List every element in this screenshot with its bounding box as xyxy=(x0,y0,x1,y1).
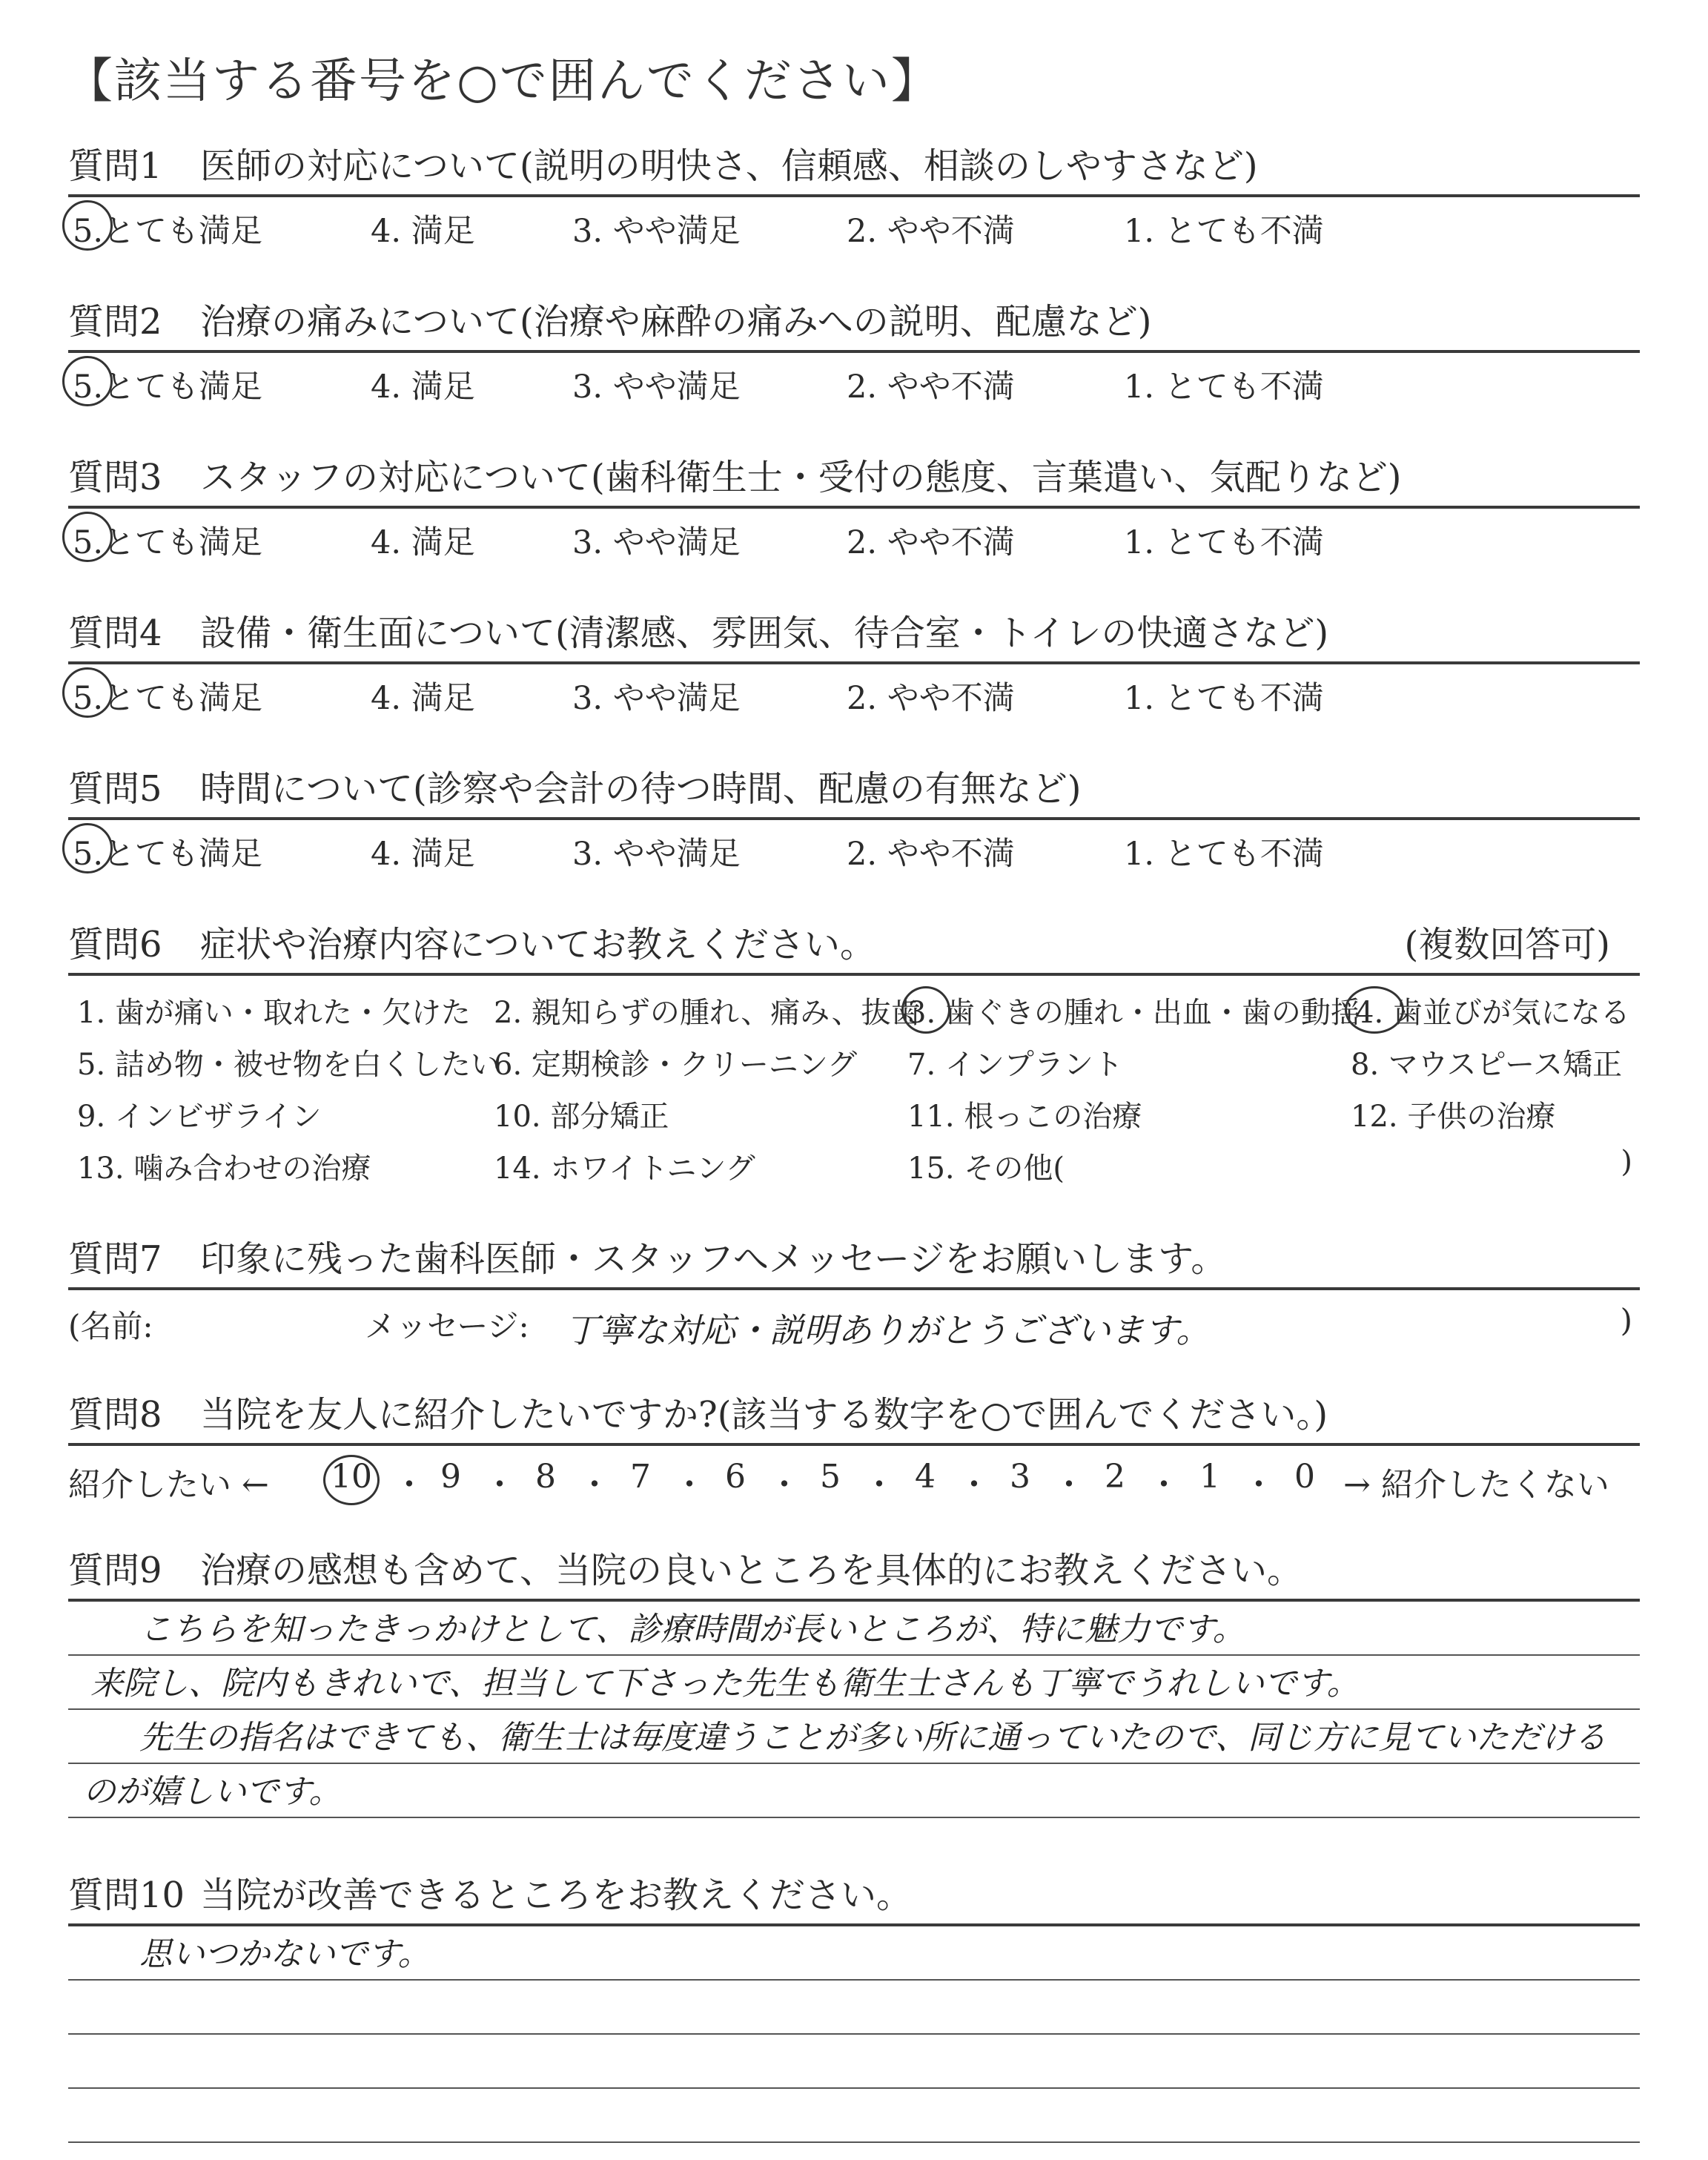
rating-options xyxy=(68,820,1640,879)
recommend-scale xyxy=(68,1446,1640,1513)
rating-options xyxy=(68,353,1640,412)
scale-value[interactable]: 2 xyxy=(1105,1458,1125,1496)
option-1[interactable]: 1. とても不満 xyxy=(1124,836,1324,873)
option-4[interactable]: 4. 満足 xyxy=(371,836,475,873)
scale-dot: ・ xyxy=(768,1466,801,1504)
symptom-option[interactable]: 2. 親知らずの腫れ、痛み、抜歯 xyxy=(494,996,921,1030)
answer-line[interactable]: 来院し、院内もきれいで、担当して下さった先生も衛生士さんも丁寧でうれしいです。 xyxy=(90,1665,1360,1702)
symptom-option[interactable]: 6. 定期検診・クリーニング xyxy=(494,1048,858,1082)
option-4[interactable]: 4. 満足 xyxy=(371,680,475,717)
answer-lines xyxy=(68,1602,1640,1818)
question-4 xyxy=(68,598,1640,724)
question-text: 症状や治療内容についてお教えください。 xyxy=(200,924,876,965)
scale-value[interactable]: 0 xyxy=(1294,1458,1315,1496)
scale-dot: ・ xyxy=(483,1466,516,1504)
scale-value[interactable]: 7 xyxy=(630,1458,651,1496)
question-number: 質問1 xyxy=(68,145,162,187)
rating-options xyxy=(68,509,1640,568)
message-line xyxy=(68,1290,1640,1357)
rating-options xyxy=(68,664,1640,724)
symptom-options xyxy=(68,976,1640,1191)
answer-line[interactable]: 先生の指名はできても、衛生士は毎度違うことが多い所に通っていたので、同じ方に見ていただける xyxy=(139,1719,1607,1757)
question-text: 治療の感想も含めて、当院の良いところを具体的にお教えください。 xyxy=(200,1550,1303,1591)
multiple-answer-note: (複数回答可) xyxy=(1404,924,1610,965)
rating-options xyxy=(68,197,1640,257)
option-2[interactable]: 2. やや不満 xyxy=(847,836,1015,873)
option-3[interactable]: 3. やや満足 xyxy=(572,213,741,250)
symptom-option[interactable]: 12. 子供の治療 xyxy=(1351,1100,1556,1134)
scale-value[interactable]: 8 xyxy=(535,1458,556,1496)
question-9 xyxy=(68,1535,1640,1818)
answer-line[interactable]: 思いつかないです。 xyxy=(139,1935,431,1973)
question-1 xyxy=(68,131,1640,257)
option-4[interactable]: 4. 満足 xyxy=(371,524,475,561)
answer-line[interactable]: のが嬉しいです。 xyxy=(83,1773,342,1811)
scale-right-label: → 紹介したくない xyxy=(1343,1466,1609,1504)
option-2[interactable]: 2. やや不満 xyxy=(847,369,1015,406)
message-close: ) xyxy=(1620,1302,1632,1338)
question-text: 医師の対応について(説明の明快さ、信頼感、相談のしやすさなど) xyxy=(200,145,1258,187)
answer-lines xyxy=(68,1926,1640,2143)
question-text: 印象に残った歯科医師・スタッフへメッセージをお願いします。 xyxy=(200,1238,1227,1280)
question-10 xyxy=(68,1860,1640,2143)
option-5[interactable]: 5.とても満足 xyxy=(73,213,263,250)
option-5[interactable]: 5.とても満足 xyxy=(73,369,263,406)
question-7 xyxy=(68,1223,1640,1357)
scale-dot: ・ xyxy=(1148,1466,1180,1504)
question-3 xyxy=(68,442,1640,568)
option-2[interactable]: 2. やや不満 xyxy=(847,213,1015,250)
symptom-option[interactable]: 10. 部分矯正 xyxy=(494,1100,669,1134)
question-number: 質問8 xyxy=(68,1394,162,1436)
symptom-option-other[interactable]: 15. その他( xyxy=(907,1152,1065,1186)
question-number: 質問7 xyxy=(68,1238,162,1280)
question-number: 質問2 xyxy=(68,301,162,343)
question-text: スタッフの対応について(歯科衛生士・受付の態度、言葉遣い、気配りなど) xyxy=(200,457,1402,498)
symptom-option[interactable]: 1. 歯が痛い・取れた・欠けた xyxy=(77,996,471,1030)
option-2[interactable]: 2. やや不満 xyxy=(847,680,1015,717)
option-3[interactable]: 3. やや満足 xyxy=(572,836,741,873)
option-4[interactable]: 4. 満足 xyxy=(371,213,475,250)
scale-value[interactable]: 3 xyxy=(1010,1458,1030,1496)
page-title: 【該当する番号を○で囲んでください】 xyxy=(65,54,940,109)
symptom-option[interactable]: 9. インビザライン xyxy=(77,1100,322,1134)
question-5 xyxy=(68,753,1640,879)
symptom-option[interactable]: 3. 歯ぐきの腫れ・出血・歯の動揺 xyxy=(907,996,1360,1030)
symptom-option[interactable]: 14. ホワイトニング xyxy=(494,1152,755,1186)
question-6 xyxy=(68,909,1640,1191)
symptom-option[interactable]: 5. 詰め物・被せ物を白くしたい xyxy=(77,1048,500,1082)
scale-value[interactable]: 1 xyxy=(1199,1458,1220,1496)
scale-dot: ・ xyxy=(393,1466,426,1504)
scale-value[interactable]: 10 xyxy=(331,1458,372,1496)
question-text: 時間について(診察や会計の待つ時間、配慮の有無など) xyxy=(200,768,1082,810)
option-3[interactable]: 3. やや満足 xyxy=(572,524,741,561)
question-text: 当院を友人に紹介したいですか?(該当する数字を○で囲んでください。) xyxy=(200,1394,1328,1436)
question-8 xyxy=(68,1379,1640,1513)
scale-dot: ・ xyxy=(578,1466,611,1504)
scale-dot: ・ xyxy=(958,1466,990,1504)
answer-line[interactable]: こちらを知ったきっかけとして、診療時間が長いところが、特に魅力です。 xyxy=(139,1611,1245,1648)
option-1[interactable]: 1. とても不満 xyxy=(1124,680,1324,717)
symptom-option[interactable]: 8. マウスピース矯正 xyxy=(1351,1048,1623,1082)
question-number: 質問9 xyxy=(68,1550,162,1591)
message-label: メッセージ: xyxy=(365,1308,529,1344)
option-1[interactable]: 1. とても不満 xyxy=(1124,524,1324,561)
option-5[interactable]: 5.とても満足 xyxy=(73,680,263,717)
question-number: 質問10 xyxy=(68,1875,185,1916)
symptom-option[interactable]: 7. インプラント xyxy=(907,1048,1123,1082)
question-number: 質問4 xyxy=(68,612,162,654)
question-number: 質問3 xyxy=(68,457,162,498)
question-text: 当院が改善できるところをお教えください。 xyxy=(200,1875,913,1916)
option-1[interactable]: 1. とても不満 xyxy=(1124,213,1324,250)
scale-value[interactable]: 6 xyxy=(725,1458,746,1496)
scale-left-label: 紹介したい ← xyxy=(68,1466,269,1504)
question-2 xyxy=(68,286,1640,412)
question-text: 治療の痛みについて(治療や麻酔の痛みへの説明、配慮など) xyxy=(200,301,1152,343)
option-5[interactable]: 5.とても満足 xyxy=(73,524,263,561)
question-number: 質問6 xyxy=(68,924,162,965)
other-paren-close: ) xyxy=(1621,1145,1632,1179)
option-2[interactable]: 2. やや不満 xyxy=(847,524,1015,561)
option-3[interactable]: 3. やや満足 xyxy=(572,680,741,717)
scale-dot: ・ xyxy=(1242,1466,1275,1504)
option-4[interactable]: 4. 満足 xyxy=(371,369,475,406)
symptom-option[interactable]: 4. 歯並びが気になる xyxy=(1355,996,1630,1030)
scale-value[interactable]: 4 xyxy=(915,1458,936,1496)
scale-dot: ・ xyxy=(1053,1466,1085,1504)
scale-value[interactable]: 9 xyxy=(440,1458,461,1496)
option-3[interactable]: 3. やや満足 xyxy=(572,369,741,406)
question-text: 設備・衛生面について(清潔感、雰囲気、待合室・トイレの快適さなど) xyxy=(200,612,1329,654)
question-number: 質問5 xyxy=(68,768,162,810)
scale-value[interactable]: 5 xyxy=(820,1458,841,1496)
symptom-option[interactable]: 13. 噛み合わせの治療 xyxy=(77,1152,371,1186)
scale-dot: ・ xyxy=(673,1466,706,1504)
option-1[interactable]: 1. とても不満 xyxy=(1124,369,1324,406)
message-text[interactable]: 丁寧な対応・説明ありがとうございます。 xyxy=(565,1310,1211,1350)
scale-dot: ・ xyxy=(863,1466,896,1504)
option-5[interactable]: 5.とても満足 xyxy=(73,836,263,873)
name-label: (名前: xyxy=(68,1308,153,1344)
symptom-option[interactable]: 11. 根っこの治療 xyxy=(907,1100,1142,1134)
